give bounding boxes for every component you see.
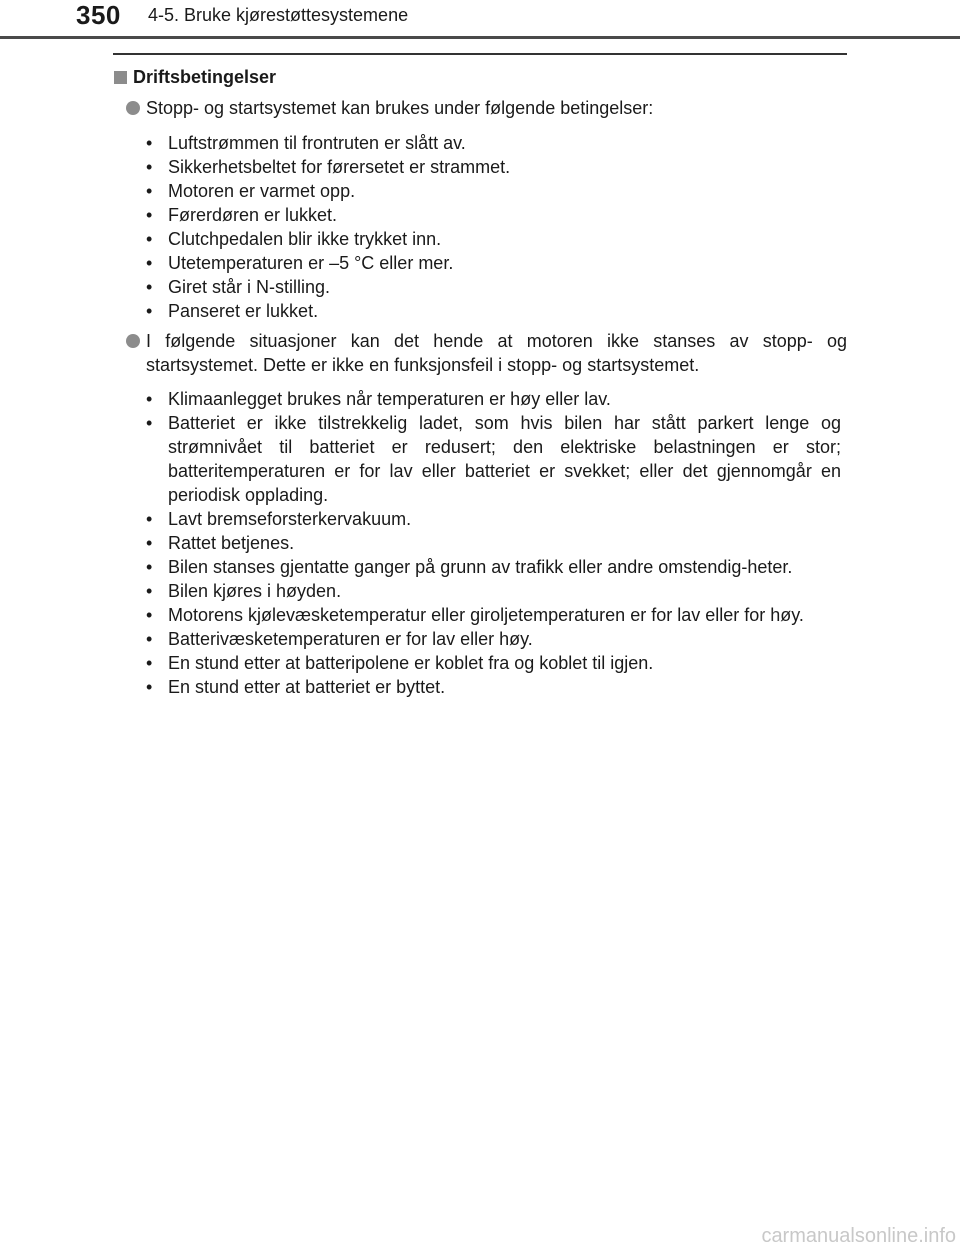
list-item: • Batterivæsketemperaturen er for lav eller høy. <box>146 629 533 649</box>
bullet-dot-icon: • <box>146 581 153 601</box>
bullet-dot-icon: • <box>146 653 153 673</box>
list-item: • Giret står i N-stilling. <box>146 277 331 297</box>
bullet-dot-icon: • <box>146 301 153 321</box>
bullet-dot-icon: • <box>146 205 153 225</box>
exceptions-list <box>113 387 841 699</box>
square-bullet-icon <box>114 71 127 84</box>
list-item: • Luftstrømmen til frontruten er slått av. <box>146 133 466 153</box>
list-item: • En stund etter at batteripolene er koblet fra og koblet til igjen. <box>146 653 654 673</box>
bullet-dot-icon: • <box>146 413 153 433</box>
page-content <box>113 64 847 699</box>
list-item: • Bilen stanses gjentatte ganger på grunn av trafikk eller andre omstendig-heter. <box>146 557 793 577</box>
circle-bullet-icon <box>126 334 140 348</box>
list-item: • En stund etter at batteriet er byttet. <box>146 677 446 697</box>
list-item: • Panseret er lukket. <box>146 301 319 321</box>
page-number: 350 <box>76 0 121 30</box>
list-item: • Klimaanlegget brukes når temperaturen er høy eller lav. <box>146 389 611 409</box>
bullet-dot-icon: • <box>146 229 153 249</box>
section-divider <box>113 53 847 55</box>
list-item: • Motoren er varmet opp. <box>146 181 356 201</box>
section-heading <box>113 64 847 90</box>
bullet-dot-icon: • <box>146 133 153 153</box>
header-divider <box>0 36 960 39</box>
circle-bullet-icon <box>126 101 140 115</box>
section-heading-text: Driftsbetingelser <box>133 67 277 87</box>
bullet-dot-icon: • <box>146 605 153 625</box>
bullet-dot-icon: • <box>146 557 153 577</box>
list-item: • Førerdøren er lukket. <box>146 205 338 225</box>
point-text: Stopp- og startsystemet kan brukes under følgende betingelser: <box>146 98 654 118</box>
page-header <box>0 0 960 40</box>
bullet-dot-icon: • <box>146 509 153 529</box>
list-item: • Lavt bremseforsterkervakuum. <box>146 509 412 529</box>
bullet-dot-icon: • <box>146 253 153 273</box>
bullet-dot-icon: • <box>146 157 153 177</box>
bullet-dot-icon: • <box>146 677 153 697</box>
conditions-list <box>113 131 841 323</box>
bullet-dot-icon: • <box>146 277 153 297</box>
point-text: I følgende situasjoner kan det hende at motoren ikke stanses av stopp- og startsystemet. Dette er ikke en funksjonsfeil i stopp- og startsystemet. <box>146 331 847 375</box>
list-item: • Rattet betjenes. <box>146 533 295 553</box>
list-item: • Utetemperaturen er –5 °C eller mer. <box>146 253 454 273</box>
bullet-dot-icon: • <box>146 533 153 553</box>
list-item: • Motorens kjølevæsketemperatur eller giroljetemperaturen er for lav eller for høy. <box>146 605 804 625</box>
point-operating-conditions <box>113 96 847 120</box>
chapter-title: 4-5. Bruke kjørestøttesystemene <box>148 5 409 25</box>
point-exceptions <box>113 329 847 377</box>
bullet-dot-icon: • <box>146 629 153 649</box>
list-item: • Batteriet er ikke tilstrekkelig ladet, som hvis bilen har stått parkert lenge og strømnivået til batteriet er redusert; den elektriske belastningen er stor; batteritemperaturen er for lav eller batteriet er svekket; eller det gjennomgår en periodisk opplading. <box>146 413 841 505</box>
list-item: • Bilen kjøres i høyden. <box>146 581 342 601</box>
watermark: carmanualsonline.info <box>761 1225 956 1247</box>
bullet-dot-icon: • <box>146 389 153 409</box>
bullet-dot-icon: • <box>146 181 153 201</box>
list-item: • Sikkerhetsbeltet for førersetet er strammet. <box>146 157 511 177</box>
list-item: • Clutchpedalen blir ikke trykket inn. <box>146 229 442 249</box>
